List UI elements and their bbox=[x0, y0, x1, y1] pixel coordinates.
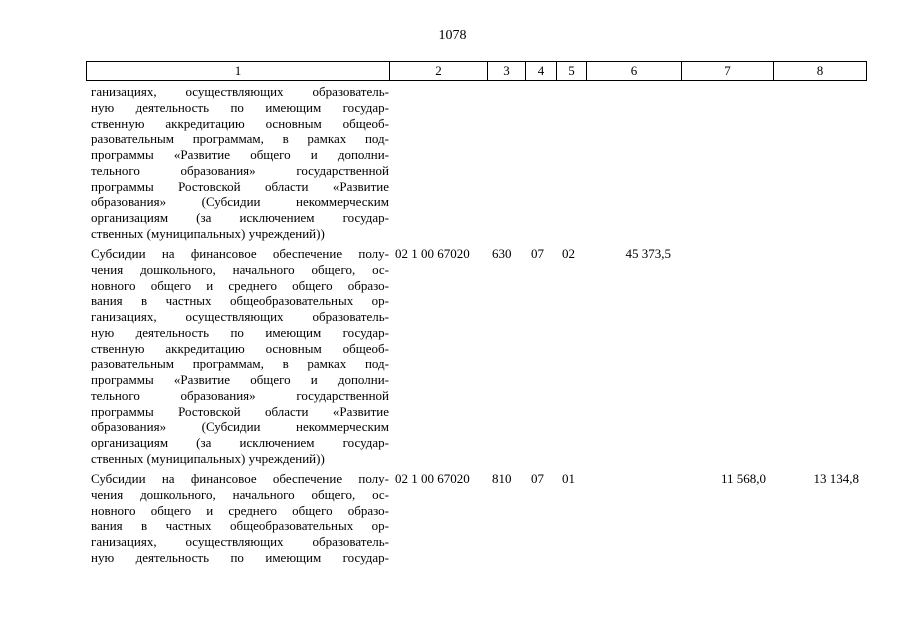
description-line: Субсидии на финансовое обеспечение полу- bbox=[91, 471, 389, 486]
description-line: ганизациях, осуществляющих образователь- bbox=[91, 84, 389, 99]
column-header-table bbox=[86, 61, 867, 81]
column-header-4: 4 bbox=[526, 62, 557, 81]
description-line: образования» (Субсидии некоммерческим bbox=[91, 419, 389, 435]
row-description bbox=[91, 471, 389, 566]
description-line: новного общего и среднего общего образо- bbox=[91, 502, 389, 518]
description-line: программы «Развитие общего и дополни- bbox=[91, 372, 389, 387]
column-header-7: 7 bbox=[682, 62, 774, 81]
row-description bbox=[91, 246, 389, 467]
column-header-8: 8 bbox=[774, 62, 867, 81]
description-line: образования» (Субсидии некоммерческим bbox=[91, 194, 389, 210]
column-header-1: 1 bbox=[87, 62, 390, 81]
row-sum-col6: 45 373,5 bbox=[625, 246, 671, 261]
description-line: разовательным программам, в рамках под- bbox=[91, 131, 389, 147]
description-line: вания в частных общеобразовательных ор- bbox=[91, 518, 389, 534]
header-row bbox=[87, 62, 867, 81]
page-number: 1078 bbox=[438, 28, 467, 43]
description-line: программы Ростовской области «Развитие bbox=[91, 403, 389, 419]
column-header-5: 5 bbox=[557, 62, 587, 81]
description-line: программы Ростовской области «Развитие bbox=[91, 178, 389, 194]
description-line: новного общего и среднего общего образо- bbox=[91, 277, 389, 293]
description-line: ную деятельность по имеющим государ- bbox=[91, 99, 389, 115]
description-line: вания в частных общеобразовательных ор- bbox=[91, 293, 389, 309]
description-line: ную деятельность по имеющим государ- bbox=[91, 549, 389, 565]
description-line: ственных (муниципальных) учреждений)) bbox=[91, 225, 325, 241]
row-code: 02 1 00 67020 bbox=[395, 246, 470, 261]
column-header-6: 6 bbox=[587, 62, 682, 81]
row-subsection: 02 bbox=[562, 246, 575, 261]
description-line: ственных (муниципальных) учреждений)) bbox=[91, 450, 325, 466]
description-line: ганизациях, осуществляющих образователь- bbox=[91, 534, 389, 549]
row-section: 07 bbox=[531, 246, 544, 261]
column-header-3: 3 bbox=[488, 62, 526, 81]
row-section: 07 bbox=[531, 471, 544, 486]
row-expense-type: 630 bbox=[492, 246, 512, 261]
row-sum-col8: 13 134,8 bbox=[813, 471, 859, 486]
column-header-2: 2 bbox=[390, 62, 488, 81]
description-line: ственную аккредитацию основным общеоб- bbox=[91, 340, 389, 356]
row-sum-col7: 11 568,0 bbox=[720, 471, 766, 486]
description-line: ственную аккредитацию основным общеоб- bbox=[91, 115, 389, 131]
description-line: ганизациях, осуществляющих образователь- bbox=[91, 309, 389, 324]
row-subsection: 01 bbox=[562, 471, 575, 486]
row-code: 02 1 00 67020 bbox=[395, 471, 470, 486]
description-line: чения дошкольного, начального общего, ос- bbox=[91, 261, 389, 277]
description-line: тельного образования» государственной bbox=[91, 387, 389, 403]
description-line: организациям (за исключением государ- bbox=[91, 210, 389, 225]
description-line: разовательным программам, в рамках под- bbox=[91, 356, 389, 372]
description-line: тельного образования» государственной bbox=[91, 162, 389, 178]
description-line: Субсидии на финансовое обеспечение полу- bbox=[91, 246, 389, 261]
description-line: организациям (за исключением государ- bbox=[91, 435, 389, 450]
row-expense-type: 810 bbox=[492, 471, 512, 486]
description-line: ную деятельность по имеющим государ- bbox=[91, 324, 389, 340]
row-description bbox=[91, 84, 389, 242]
description-line: программы «Развитие общего и дополни- bbox=[91, 147, 389, 162]
description-line: чения дошкольного, начального общего, ос- bbox=[91, 486, 389, 502]
